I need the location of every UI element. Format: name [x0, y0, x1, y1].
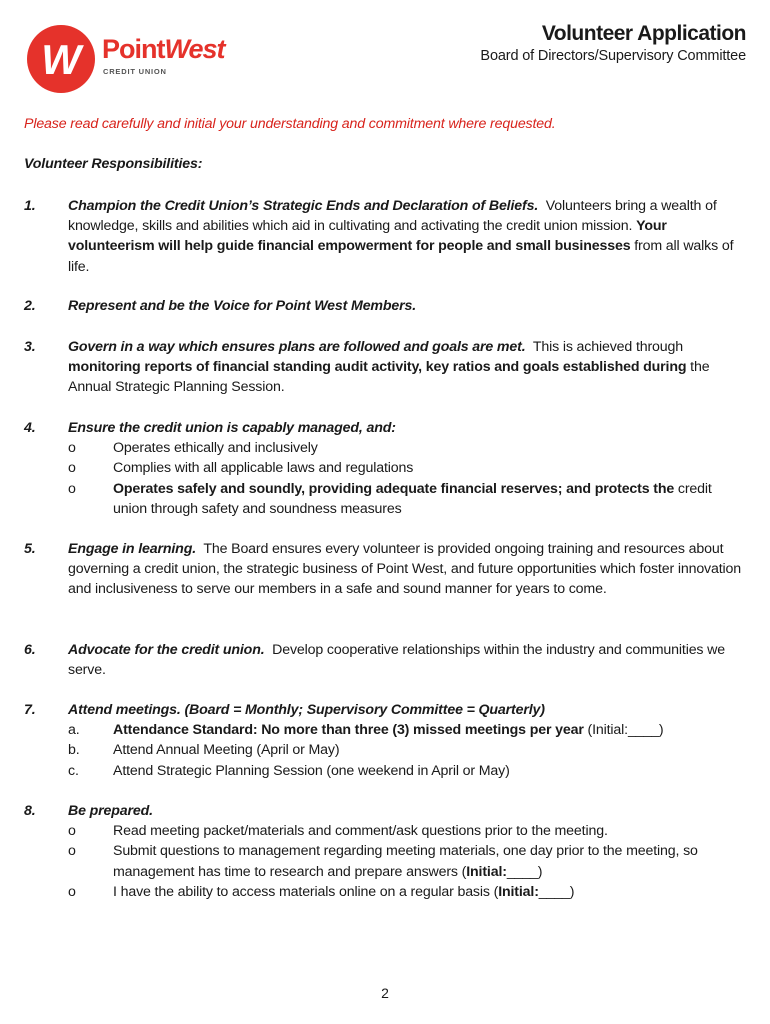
- responsibility-item-7: [24, 700, 748, 781]
- sub-bold-text: Operates safely and soundly, providing adequate financial reserves; and protects the: [113, 480, 675, 497]
- responsibility-item-3: [24, 337, 748, 398]
- sub-text: Attend Strategic Planning Session (one weekend in April or May): [113, 762, 510, 779]
- bullet-marker: o: [68, 883, 76, 900]
- item-text: Develop cooperative relationships within the industry and communities we serve.: [68, 642, 726, 679]
- sub-bold-text: Attendance Standard: No more than three (3) missed meetings per year: [113, 722, 584, 739]
- sub-item-a: [68, 720, 748, 740]
- initial-label: Initial:: [466, 863, 507, 880]
- item-lead: Advocate for the credit union.: [68, 642, 265, 658]
- item-lead: Champion the Credit Union’s Strategic Ends and Declaration of Beliefs.: [68, 198, 539, 214]
- item-text: Volunteers bring a wealth of knowledge, skills and abilities which aid in cultivating and activating the credit union mission.: [68, 198, 717, 235]
- sub-bullet: [68, 882, 748, 902]
- item-text: The Board ensures every volunteer is provided ongoing training and resources about governing a credit union, the strategic business of Point West, and future opportunities which foster innovation and inclusiveness to serve our members in a safe and sound manner for years to come.: [68, 541, 742, 598]
- responsibility-item-2: [24, 296, 748, 316]
- initial-field[interactable]: ____): [506, 863, 543, 880]
- item-number: 1.: [24, 198, 36, 214]
- sub-text: Submit questions to management regarding meeting materials, one day prior to the meeting, so management has time to research and prepare answers (: [113, 843, 698, 880]
- responsibility-item-1: [24, 196, 748, 277]
- point-west-logo: [26, 24, 236, 94]
- sub-text: Attend Annual Meeting (April or May): [113, 742, 340, 759]
- responsibility-item-4: [24, 418, 748, 519]
- sub-text: Operates ethically and inclusively: [113, 440, 318, 457]
- item-bold-text: monitoring reports of financial standing audit activity, key ratios and goals established during: [68, 359, 687, 376]
- item-number: 3.: [24, 339, 36, 355]
- sub-text: I have the ability to access materials online on a regular basis (: [113, 883, 499, 900]
- bullet-marker: o: [68, 460, 76, 477]
- sub-bullet: [68, 438, 748, 458]
- responsibilities-heading: Volunteer Responsibilities:: [24, 156, 203, 172]
- logo-subtitle: CREDIT UNION: [103, 67, 167, 76]
- logo-name-part2: West: [164, 34, 225, 64]
- logo-mark: W: [41, 36, 81, 83]
- logo-wordmark: [102, 36, 225, 63]
- initial-field[interactable]: ____): [538, 883, 575, 900]
- initial-label: Initial:: [498, 883, 539, 900]
- sub-tail: credit union through safety and soundness measures: [113, 480, 712, 517]
- initial-field[interactable]: (Initial:____): [587, 722, 664, 739]
- sub-marker: b.: [68, 742, 80, 759]
- sub-text: Read meeting packet/materials and comment/ask questions prior to the meeting.: [113, 823, 608, 840]
- item-tail: the Annual Strategic Planning Session.: [68, 359, 710, 396]
- sub-item-b: [68, 740, 748, 760]
- item-number: 5.: [24, 541, 36, 557]
- item-number: 8.: [24, 803, 36, 819]
- item-bold-text: Your volunteerism will help guide financial empowerment for people and small businesses: [68, 218, 667, 255]
- item-number: 4.: [24, 420, 36, 436]
- responsibility-item-6: [24, 640, 748, 680]
- bullet-marker: o: [68, 843, 76, 860]
- page-subtitle: Board of Directors/Supervisory Committee: [480, 48, 746, 64]
- sub-bullet: [68, 821, 748, 841]
- item-number: 2.: [24, 298, 36, 314]
- item-number: 6.: [24, 642, 36, 658]
- item-lead: Govern in a way which ensures plans are followed and goals are met.: [68, 339, 526, 355]
- item-tail: from all walks of life.: [68, 238, 734, 275]
- logo-name-part1: Point: [102, 34, 165, 64]
- item-lead: Be prepared.: [68, 803, 153, 819]
- responsibility-item-8: [24, 801, 748, 902]
- sub-bullet: [68, 458, 748, 478]
- item-lead: Engage in learning.: [68, 541, 197, 557]
- logo-circle-icon: [26, 24, 96, 94]
- sub-item-c: [68, 761, 748, 781]
- instructions-notice: Please read carefully and initial your understanding and commitment where requested.: [24, 116, 556, 132]
- sub-bullet: [68, 479, 748, 519]
- item-number: 7.: [24, 702, 36, 718]
- sub-bullet: [68, 841, 748, 881]
- page-title: Volunteer Application: [541, 22, 746, 45]
- bullet-marker: o: [68, 480, 76, 497]
- item-lead: Attend meetings. (Board = Monthly; Supervisory Committee = Quarterly): [68, 702, 545, 718]
- bullet-marker: o: [68, 440, 76, 457]
- item-lead: Represent and be the Voice for Point West Members.: [68, 298, 417, 314]
- sub-marker: c.: [68, 762, 79, 779]
- item-text: This is achieved through: [532, 339, 684, 355]
- responsibility-item-5: [24, 539, 748, 600]
- sub-marker: a.: [68, 722, 80, 739]
- bullet-marker: o: [68, 823, 76, 840]
- page-number: 2: [381, 985, 389, 1001]
- item-lead: Ensure the credit union is capably managed, and:: [68, 420, 396, 436]
- sub-text: Complies with all applicable laws and regulations: [113, 460, 414, 477]
